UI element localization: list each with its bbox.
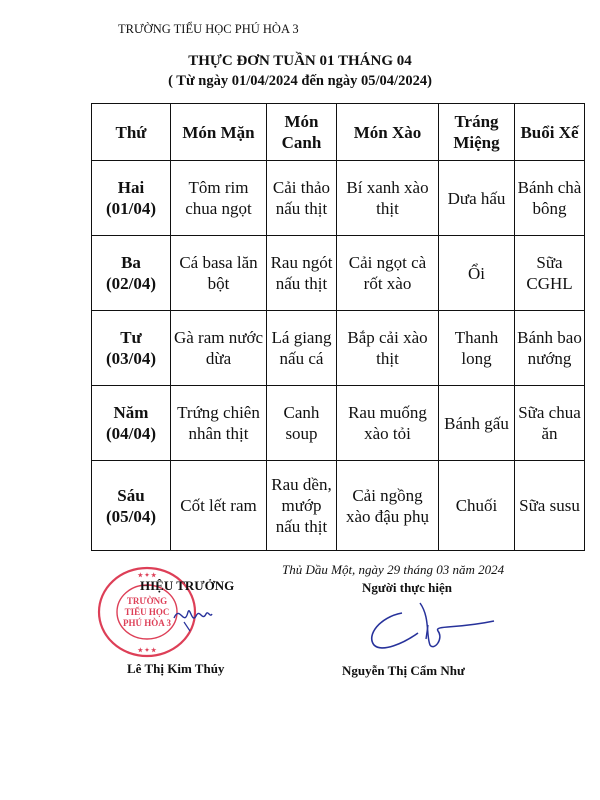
- dish-cell: Rau muống xào tỏi: [337, 386, 439, 461]
- dish-cell: Gà ram nước dừa: [171, 311, 267, 386]
- header-cell: Buổi Xế: [515, 104, 585, 161]
- dish-cell: Bánh gấu: [439, 386, 515, 461]
- dish-cell: Canh soup: [267, 386, 337, 461]
- day-cell: Hai (01/04): [92, 161, 171, 236]
- svg-text:TRƯỜNG: TRƯỜNG: [126, 596, 168, 606]
- preparer-signature: [360, 595, 500, 655]
- dish-cell: Sữa chua ăn: [515, 386, 585, 461]
- date-range: ( Từ ngày 01/04/2024 đến ngày 05/04/2024): [168, 73, 432, 89]
- dish-cell: Bí xanh xào thịt: [337, 161, 439, 236]
- table-row: [92, 236, 585, 311]
- dish-cell: Cải ngồng xào đậu phụ: [337, 461, 439, 551]
- header-cell: Tráng Miệng: [439, 104, 515, 161]
- dish-cell: Cải thảo nấu thịt: [267, 161, 337, 236]
- day-cell: Tư (03/04): [92, 311, 171, 386]
- dish-cell: Ổi: [439, 236, 515, 311]
- dish-cell: Sữa susu: [515, 461, 585, 551]
- header-cell: Món Xào: [337, 104, 439, 161]
- dish-cell: Cá basa lăn bột: [171, 236, 267, 311]
- table-header-row: [92, 104, 585, 161]
- table-row: [92, 386, 585, 461]
- svg-text:★ ✦ ★: ★ ✦ ★: [137, 573, 157, 579]
- principal-name: Lê Thị Kim Thúy: [127, 661, 225, 676]
- principal-title: HIỆU TRƯỞNG: [140, 578, 235, 593]
- principal-signature: [170, 598, 214, 634]
- dish-cell: Bắp cải xào thịt: [337, 311, 439, 386]
- svg-text:★ ✦ ★: ★ ✦ ★: [137, 648, 157, 654]
- school-name: TRƯỜNG TIỂU HỌC PHÚ HÒA 3: [118, 22, 299, 36]
- table-row: [92, 461, 585, 551]
- svg-text:PHÚ HÒA 3: PHÚ HÒA 3: [122, 618, 172, 628]
- dish-cell: Bánh chà bông: [515, 161, 585, 236]
- dish-cell: Trứng chiên nhân thịt: [171, 386, 267, 461]
- header-cell: Món Mặn: [171, 104, 267, 161]
- header-cell: Món Canh: [267, 104, 337, 161]
- svg-text:TIỂU HỌC: TIỂU HỌC: [124, 607, 170, 617]
- menu-table: [91, 103, 585, 551]
- preparer-name: Nguyễn Thị Cẩm Như: [342, 663, 465, 678]
- day-cell: Năm (04/04): [92, 386, 171, 461]
- day-cell: Ba (02/04): [92, 236, 171, 311]
- preparer-title: Người thực hiện: [362, 580, 452, 595]
- dish-cell: Tôm rim chua ngọt: [171, 161, 267, 236]
- dish-cell: Rau dền, mướp nấu thịt: [267, 461, 337, 551]
- menu-title: THỰC ĐƠN TUẦN 01 THÁNG 04: [188, 53, 412, 69]
- dish-cell: Lá giang nấu cá: [267, 311, 337, 386]
- header-cell: Thứ: [92, 104, 171, 161]
- dish-cell: Sữa CGHL: [515, 236, 585, 311]
- dish-cell: Thanh long: [439, 311, 515, 386]
- dish-cell: Rau ngót nấu thịt: [267, 236, 337, 311]
- dish-cell: Bánh bao nướng: [515, 311, 585, 386]
- dish-cell: Cốt lết ram: [171, 461, 267, 551]
- dish-cell: Chuối: [439, 461, 515, 551]
- day-cell: Sáu (05/04): [92, 461, 171, 551]
- table-row: [92, 311, 585, 386]
- dish-cell: Dưa hấu: [439, 161, 515, 236]
- dish-cell: Cải ngọt cà rốt xào: [337, 236, 439, 311]
- table-row: [92, 161, 585, 236]
- place-date: Thủ Dầu Một, ngày 29 tháng 03 năm 2024: [282, 562, 505, 577]
